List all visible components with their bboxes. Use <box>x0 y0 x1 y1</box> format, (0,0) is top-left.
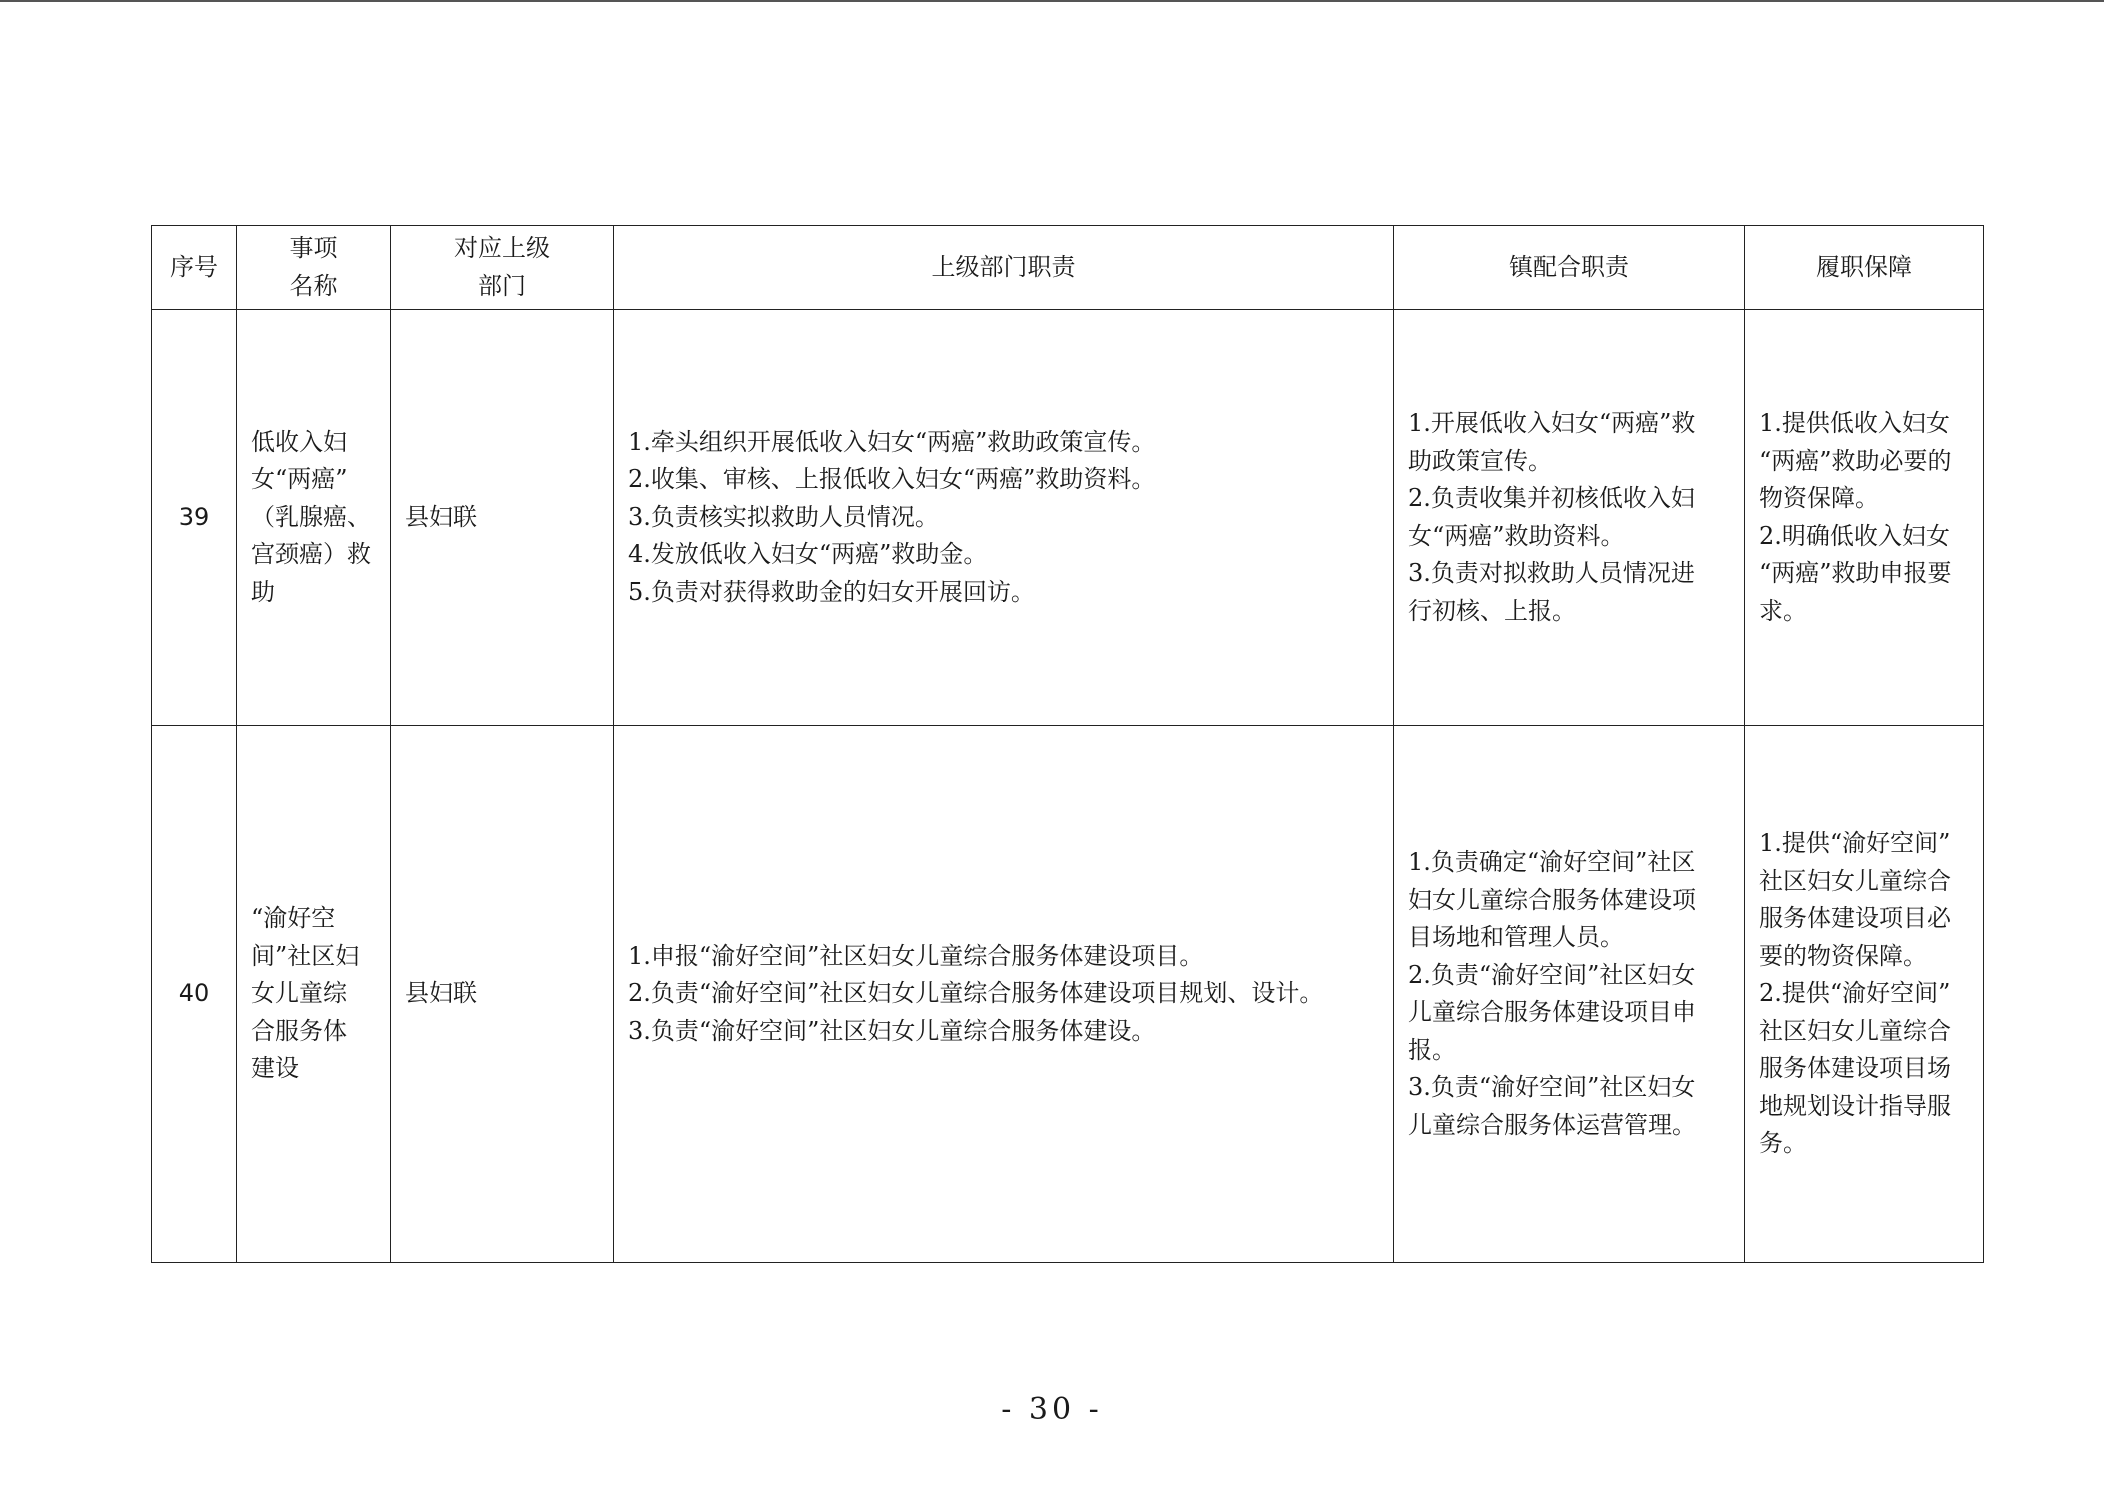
superior-duty-line: 2.收集、审核、上报低收入妇女“两癌”救助资料。 <box>628 465 1156 494</box>
town-duty-line: 2.负责“渝好空间”社区妇女 <box>1408 960 1696 989</box>
superior-duty-line: 3.负责“渝好空间”社区妇女儿童综合服务体建设。 <box>628 1016 1156 1045</box>
table-header <box>152 226 1984 310</box>
item-name-cell <box>237 726 391 1263</box>
town-duty-cell <box>1394 726 1745 1263</box>
header-superior-dept-line: 部门 <box>478 271 526 300</box>
superior-duty-line: 1.牵头组织开展低收入妇女“两癌”救助政策宣传。 <box>628 427 1156 456</box>
guarantee-line: “两癌”救助必要的 <box>1759 446 1952 475</box>
header-superior-duty: 上级部门职责 <box>614 226 1394 310</box>
guarantee-line: 社区妇女儿童综合 <box>1759 866 1951 895</box>
page-number: - 30 - <box>1001 1392 1103 1427</box>
header-superior-dept-line: 对应上级 <box>454 234 550 262</box>
duty-table <box>151 225 1984 1263</box>
superior-duty-cell <box>614 726 1394 1263</box>
guarantee-line: 务。 <box>1759 1129 1807 1158</box>
guarantee-line: 社区妇女儿童综合 <box>1759 1016 1951 1045</box>
item-name-cell <box>237 310 391 726</box>
town-duty-line: 1.开展低收入妇女“两癌”救 <box>1408 409 1696 437</box>
town-duty-line: 目场地和管理人员。 <box>1408 923 1624 951</box>
item-name-line: 女儿童综 <box>251 979 347 1008</box>
superior-duty-line: 3.负责核实拟救助人员情况。 <box>628 502 939 531</box>
town-duty-line: 1.负责确定“渝好空间”社区 <box>1408 848 1696 876</box>
superior-duty-line: 4.发放低收入妇女“两癌”救助金。 <box>628 540 988 569</box>
superior-duty-cell <box>614 310 1394 726</box>
guarantee-line: 2.提供“渝好空间” <box>1759 979 1951 1008</box>
table-body <box>152 310 1984 1263</box>
item-name-line: 助 <box>251 577 275 606</box>
header-superior-dept <box>391 226 614 310</box>
item-name-line: 女“两癌” <box>251 465 348 494</box>
superior-duty-line: 2.负责“渝好空间”社区妇女儿童综合服务体建设项目规划、设计。 <box>628 979 1324 1008</box>
guarantee-line: 2.明确低收入妇女 <box>1759 521 1950 550</box>
item-name-line: 低收入妇 <box>251 427 347 456</box>
row-number: 40 <box>152 726 237 1263</box>
item-name-line: 间”社区妇 <box>251 941 360 970</box>
superior-dept-cell: 县妇联 <box>391 310 614 726</box>
town-duty-line: 3.负责“渝好空间”社区妇女 <box>1408 1073 1696 1101</box>
superior-duty-line: 1.申报“渝好空间”社区妇女儿童综合服务体建设项目。 <box>628 941 1204 970</box>
town-duty-line: 女“两癌”救助资料。 <box>1408 521 1625 550</box>
town-duty-line: 妇女儿童综合服务体建设项 <box>1408 885 1696 914</box>
item-name-line: （乳腺癌、 <box>251 502 371 531</box>
header-item-name-line: 事项 <box>289 234 338 262</box>
item-name-line: “渝好空 <box>251 904 336 933</box>
header-town-duty: 镇配合职责 <box>1394 226 1745 310</box>
header-item-name-line: 名称 <box>289 271 338 300</box>
row-number: 39 <box>152 310 237 726</box>
guarantee-line: 1.提供低收入妇女 <box>1759 409 1950 437</box>
item-name-line: 合服务体 <box>251 1016 347 1045</box>
header-no: 序号 <box>152 226 237 310</box>
guarantee-line: 要的物资保障。 <box>1759 941 1927 970</box>
guarantee-line: 地规划设计指导服 <box>1759 1091 1951 1120</box>
top-border-line <box>0 0 2104 2</box>
guarantee-line: 1.提供“渝好空间” <box>1759 829 1951 858</box>
town-duty-line: 助政策宣传。 <box>1408 446 1552 475</box>
guarantee-line: 服务体建设项目必 <box>1759 904 1951 933</box>
header-row <box>152 226 1984 310</box>
guarantee-cell <box>1745 726 1984 1263</box>
town-duty-cell <box>1394 310 1745 726</box>
table-row <box>152 726 1984 1263</box>
guarantee-line: 物资保障。 <box>1759 484 1879 512</box>
guarantee-line: 服务体建设项目场 <box>1759 1054 1951 1083</box>
table-row <box>152 310 1984 726</box>
town-duty-line: 儿童综合服务体运营管理。 <box>1408 1110 1696 1139</box>
header-item-name <box>237 226 391 310</box>
guarantee-cell <box>1745 310 1984 726</box>
guarantee-line: 求。 <box>1759 596 1807 625</box>
town-duty-line: 行初核、上报。 <box>1408 596 1576 625</box>
town-duty-line: 2.负责收集并初核低收入妇 <box>1408 484 1695 512</box>
guarantee-line: “两癌”救助申报要 <box>1759 559 1952 587</box>
town-duty-line: 报。 <box>1408 1035 1456 1064</box>
town-duty-line: 儿童综合服务体建设项目申 <box>1408 998 1696 1026</box>
item-name-line: 建设 <box>251 1054 299 1083</box>
superior-dept-cell: 县妇联 <box>391 726 614 1263</box>
header-guarantee: 履职保障 <box>1745 226 1984 310</box>
town-duty-line: 3.负责对拟救助人员情况进 <box>1408 559 1695 587</box>
item-name-line: 宫颈癌）救 <box>251 540 371 569</box>
superior-duty-line: 5.负责对获得救助金的妇女开展回访。 <box>628 577 1035 606</box>
